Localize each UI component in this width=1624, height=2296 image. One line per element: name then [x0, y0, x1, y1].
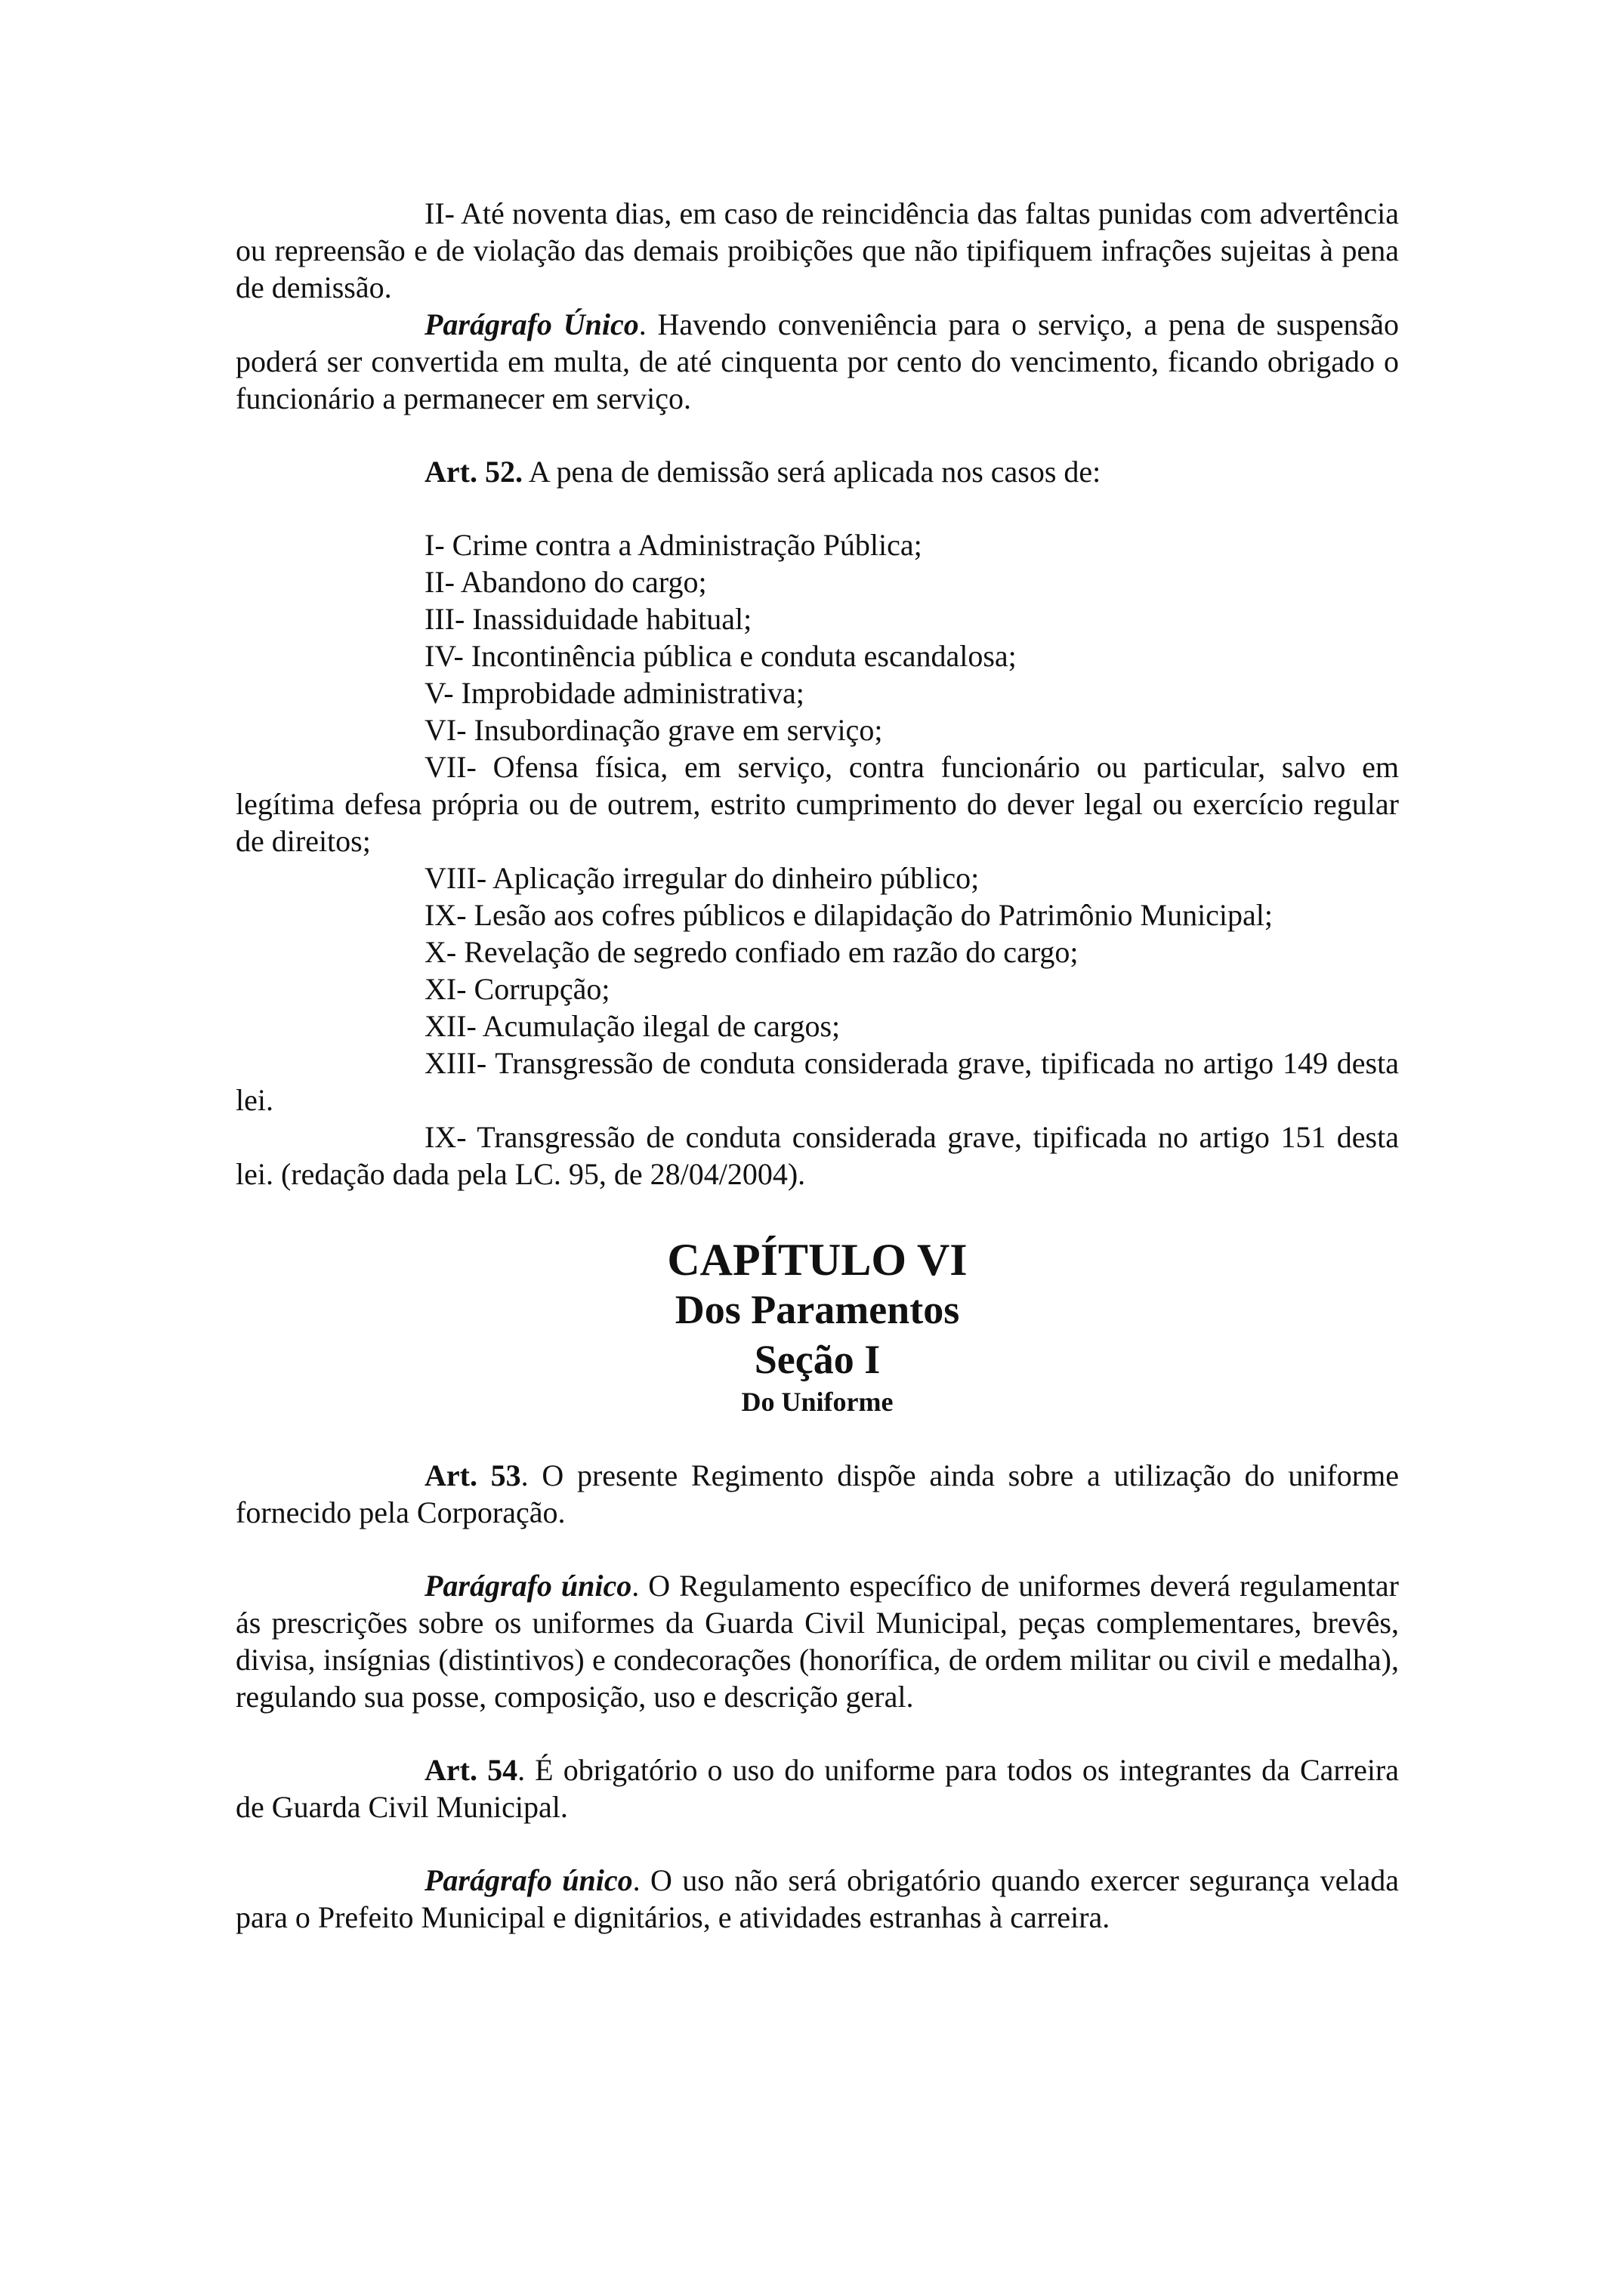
list-item: I- Crime contra a Administração Pública; [425, 528, 922, 562]
art-53-paragrafo-unico [236, 1567, 1399, 1715]
list-item: IX- Lesão aos cofres públicos e dilapidação do Patrimônio Municipal; [425, 898, 1274, 932]
list-item: VI- Insubordinação grave em serviço; [425, 713, 883, 747]
paragrafo-text: . O Regulamento específico de uniformes deverá regulamentar ás prescrições sobre os uniformes da Guarda Civil Municipal, peças complementares, brevês, divisa, insígnias (distintivos) e condecorações (honorífica, de ordem militar ou civil e medalha), regulando sua posse, composição, uso e descrição geral. [236, 1569, 1399, 1714]
section-heading: Seção I [754, 1337, 881, 1382]
paragrafo-label: Parágrafo Único [425, 307, 639, 341]
art-53-text: . O presente Regimento dispõe ainda sobre a utilização do uniforme fornecido pela Corporação. [236, 1458, 1399, 1529]
paragrafo-label: Parágrafo único [425, 1863, 633, 1897]
list-item: VII- Ofensa física, em serviço, contra funcionário ou particular, salvo em legítima defesa própria ou de outrem, estrito cumprimento do dever legal ou exercício regular de direitos; [236, 750, 1399, 858]
list-item: VIII- Aplicação irregular do dinheiro público; [425, 861, 980, 895]
item-ii-suspension: II- Até noventa dias, em caso de reincidência das faltas punidas com advertência ou repreensão e de violação das demais proibições que não tipifiquem infrações sujeitas à pena de demissão. [236, 196, 1399, 304]
list-item: XI- Corrupção; [425, 972, 610, 1006]
art-54 [236, 1751, 1399, 1825]
art-54-label: Art. 54 [425, 1753, 518, 1787]
paragrafo-label: Parágrafo único [425, 1569, 632, 1603]
list-item: XII- Acumulação ilegal de cargos; [425, 1009, 841, 1043]
art-54-paragrafo-unico [236, 1862, 1399, 1936]
list-item: V- Improbidade administrativa; [425, 676, 804, 710]
paragrafo-text: . Havendo conveniência para o serviço, a pena de suspensão poderá ser convertida em multa, de até cinquenta por cento do vencimento, ficando obrigado o funcionário a permanecer em serviço. [236, 307, 1399, 415]
chapter-heading: CAPÍTULO VI [667, 1235, 968, 1285]
chapter-title: Dos Paramentos [675, 1287, 960, 1332]
list-item: X- Revelação de segredo confiado em razão do cargo; [425, 935, 1079, 969]
subsection-heading: Do Uniforme [741, 1387, 894, 1417]
art-52-text: A pena de demissão será aplicada nos casos de: [522, 455, 1101, 489]
art-53 [236, 1457, 1399, 1531]
art-52-heading [236, 453, 1399, 490]
art-54-text: . É obrigatório o uso do uniforme para todos os integrantes da Carreira de Guarda Civil Municipal. [236, 1753, 1400, 1824]
list-item: III- Inassiduidade habitual; [425, 602, 752, 636]
art-53-label: Art. 53 [425, 1458, 521, 1492]
paragrafo-unico-suspension [236, 306, 1399, 417]
list-item: XIII- Transgressão de conduta considerada grave, tipificada no artigo 149 desta lei. [236, 1046, 1399, 1117]
document-page [236, 195, 1399, 1936]
art-52-label: Art. 52. [425, 455, 523, 489]
list-item: IX- Transgressão de conduta considerada grave, tipificada no artigo 151 desta lei. (redação dada pela LC. 95, de 28/04/2004). [236, 1120, 1399, 1191]
art-52-list [236, 526, 1399, 1193]
list-item: IV- Incontinência pública e conduta escandalosa; [425, 639, 1017, 673]
list-item: II- Abandono do cargo; [425, 565, 707, 599]
paragrafo-text: . O uso não será obrigatório quando exercer segurança velada para o Prefeito Municipal e dignitários, e atividades estranhas à carreira. [236, 1863, 1399, 1934]
